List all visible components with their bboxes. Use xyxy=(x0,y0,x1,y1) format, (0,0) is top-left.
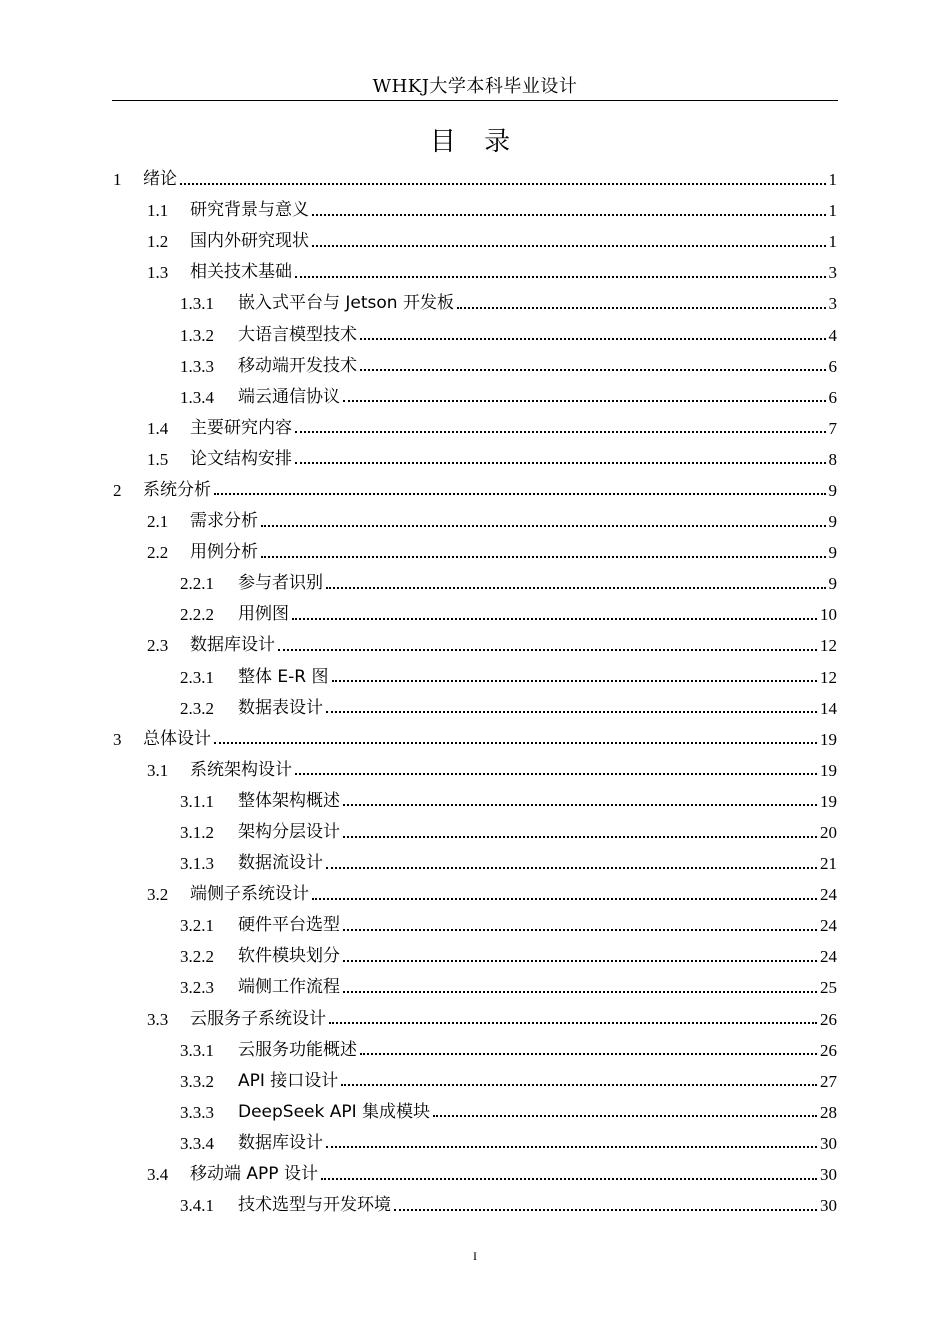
toc-leader-dots xyxy=(326,711,817,713)
toc-entry-number: 1.3 xyxy=(147,263,169,283)
toc-entry[interactable] xyxy=(113,817,837,848)
toc-entry-page: 7 xyxy=(828,418,837,438)
toc-entry-title: 云服务功能概述 xyxy=(238,1039,357,1060)
toc-entry-title: 数据表设计 xyxy=(238,697,323,718)
toc-leader-dots xyxy=(457,307,826,309)
toc-entry-page: 30 xyxy=(820,1165,837,1185)
toc-entry-page: 21 xyxy=(820,854,837,874)
toc-entry-title: 整体架构概述 xyxy=(238,790,340,811)
toc-entry[interactable] xyxy=(113,630,837,661)
toc-leader-dots xyxy=(343,400,826,402)
toc-entry-page: 10 xyxy=(820,605,837,625)
toc-entry-title: 系统分析 xyxy=(143,479,211,500)
toc-entry-number: 3.3.3 xyxy=(180,1102,214,1122)
toc-entry-title: 端云通信协议 xyxy=(238,386,340,407)
header-rule xyxy=(112,100,838,101)
toc-entry[interactable] xyxy=(113,599,837,630)
toc-entry-number: 3.4.1 xyxy=(180,1196,214,1216)
toc-leader-dots xyxy=(261,525,826,527)
toc-entry-number: 2.3.2 xyxy=(180,698,214,718)
toc-entry-page: 26 xyxy=(820,1009,837,1029)
toc-entry-title: 数据库设计 xyxy=(190,635,275,656)
toc-entry-page: 8 xyxy=(828,449,837,469)
toc-entry-page: 4 xyxy=(828,325,837,345)
toc-entry-page: 12 xyxy=(820,667,837,687)
toc-leader-dots xyxy=(292,618,817,620)
toc-entry-page: 6 xyxy=(828,387,837,407)
toc-leader-dots xyxy=(312,898,817,900)
toc-entry-title: 参与者识别 xyxy=(238,573,323,594)
toc-leader-dots xyxy=(360,369,826,371)
toc-entry[interactable] xyxy=(113,941,837,972)
toc-entry-number: 2.2.2 xyxy=(180,605,214,625)
toc-entry-number: 1 xyxy=(113,170,122,190)
toc-entry[interactable] xyxy=(113,1128,837,1159)
toc-entry-number: 3.2.2 xyxy=(180,947,214,967)
toc-entry-page: 24 xyxy=(820,916,837,936)
toc-entry[interactable] xyxy=(113,257,837,288)
toc-entry-page: 3 xyxy=(828,263,837,283)
toc-leader-dots xyxy=(329,1022,817,1024)
toc-entry-number: 3.3.4 xyxy=(180,1133,214,1153)
toc-entry-number: 3.1.2 xyxy=(180,823,214,843)
toc-entry-number: 1.2 xyxy=(147,232,169,252)
toc-entry-number: 2.2.1 xyxy=(180,574,214,594)
toc-entry-title: 数据流设计 xyxy=(238,853,323,874)
toc-leader-dots xyxy=(341,1084,817,1086)
toc-leader-dots xyxy=(394,1209,817,1211)
toc-entry-title: 绪论 xyxy=(143,169,177,190)
toc-entry[interactable] xyxy=(113,693,837,724)
toc-entry[interactable] xyxy=(113,662,837,693)
toc-entry[interactable] xyxy=(113,755,837,786)
toc-entry-page: 20 xyxy=(820,823,837,843)
toc-leader-dots xyxy=(321,1178,817,1180)
toc-entry-number: 2.1 xyxy=(147,512,169,532)
toc-entry-number: 3.3 xyxy=(147,1009,169,1029)
toc-entry-page: 27 xyxy=(820,1071,837,1091)
toc-entry-title: 整体 E-R 图 xyxy=(238,666,329,687)
toc-leader-dots xyxy=(312,214,826,216)
toc-entry-number: 3.3.2 xyxy=(180,1071,214,1091)
toc-entry-number: 1.3.2 xyxy=(180,325,214,345)
toc-entry-title: 移动端开发技术 xyxy=(238,355,357,376)
toc-leader-dots xyxy=(326,1146,817,1148)
toc-entry[interactable] xyxy=(113,226,837,257)
toc-entry-number: 3.2 xyxy=(147,885,169,905)
toc-entry-title: 端侧子系统设计 xyxy=(190,884,309,905)
toc-entry-page: 3 xyxy=(828,294,837,314)
toc-leader-dots xyxy=(312,245,826,247)
toc-entry-page: 14 xyxy=(820,698,837,718)
toc-entry-page: 30 xyxy=(820,1133,837,1153)
toc-entry-title: 软件模块划分 xyxy=(238,946,340,967)
toc-leader-dots xyxy=(343,929,817,931)
toc-entry[interactable] xyxy=(113,164,837,195)
page-number: I xyxy=(473,1249,477,1263)
toc-leader-dots xyxy=(326,867,817,869)
toc-leader-dots xyxy=(278,649,817,651)
toc-entry-title: 主要研究内容 xyxy=(190,417,292,438)
toc-entry-title: 需求分析 xyxy=(190,511,258,532)
toc-entry-title: 研究背景与意义 xyxy=(190,200,309,221)
toc-leader-dots xyxy=(343,804,817,806)
page-header: WHKJ大学本科毕业设计 xyxy=(372,76,578,97)
toc-leader-dots xyxy=(343,991,817,993)
toc-entry-page: 6 xyxy=(828,356,837,376)
toc-entry-number: 2 xyxy=(113,480,122,500)
toc-entry-number: 1.3.4 xyxy=(180,387,214,407)
toc-leader-dots xyxy=(343,960,817,962)
toc-entry-title: API 接口设计 xyxy=(238,1070,339,1091)
toc-entry-page: 9 xyxy=(828,574,837,594)
toc-entry-number: 3.1.1 xyxy=(180,791,214,811)
toc-entry-number: 3.3.1 xyxy=(180,1040,214,1060)
toc-entry-title: 数据库设计 xyxy=(238,1132,323,1153)
toc-entry-title: 技术选型与开发环境 xyxy=(238,1195,391,1216)
toc-entry-title: 大语言模型技术 xyxy=(238,324,357,345)
toc-entry-number: 3.4 xyxy=(147,1165,169,1185)
toc-entry-number: 3 xyxy=(113,729,122,749)
toc-entry[interactable] xyxy=(113,351,837,382)
toc-entry-page: 28 xyxy=(820,1102,837,1122)
toc-entry[interactable] xyxy=(113,879,837,910)
toc-entry[interactable] xyxy=(113,972,837,1003)
toc-entry-title: 系统架构设计 xyxy=(190,759,292,780)
toc-entry-page: 30 xyxy=(820,1196,837,1216)
toc-entry[interactable] xyxy=(113,506,837,537)
toc-entry-page: 19 xyxy=(820,791,837,811)
toc-leader-dots xyxy=(360,338,826,340)
toc-entry[interactable] xyxy=(113,195,837,226)
toc-entry-title: 用例图 xyxy=(238,604,289,625)
toc-entry-title: 架构分层设计 xyxy=(238,822,340,843)
toc-title: 目 录 xyxy=(429,127,521,157)
toc-entry[interactable] xyxy=(113,1004,837,1035)
toc-entry-page: 1 xyxy=(828,170,837,190)
toc-entry-title: 国内外研究现状 xyxy=(190,231,309,252)
toc-entry[interactable] xyxy=(113,1066,837,1097)
toc-entry-number: 2.3 xyxy=(147,636,169,656)
toc-entry[interactable] xyxy=(113,288,837,319)
toc-leader-dots xyxy=(214,493,826,495)
toc-entry[interactable] xyxy=(113,319,837,350)
toc-entry-page: 19 xyxy=(820,729,837,749)
toc-entry-title: 嵌入式平台与 Jetson 开发板 xyxy=(238,293,454,314)
toc-entry-page: 1 xyxy=(828,201,837,221)
toc-entry[interactable] xyxy=(113,413,837,444)
toc-entry-number: 2.2 xyxy=(147,543,169,563)
toc-entry-page: 19 xyxy=(820,760,837,780)
toc-leader-dots xyxy=(295,462,826,464)
toc-entry[interactable] xyxy=(113,724,837,755)
toc-entry-title: 用例分析 xyxy=(190,542,258,563)
toc-entry-page: 9 xyxy=(828,480,837,500)
toc-entry-page: 25 xyxy=(820,978,837,998)
toc-leader-dots xyxy=(360,1053,817,1055)
toc-entry-title: 总体设计 xyxy=(143,728,211,749)
toc-entry-page: 26 xyxy=(820,1040,837,1060)
toc-entry[interactable] xyxy=(113,475,837,506)
toc-leader-dots xyxy=(214,742,817,744)
toc-entry-number: 2.3.1 xyxy=(180,667,214,687)
toc-entry[interactable] xyxy=(113,1190,837,1221)
toc-entry-number: 3.2.1 xyxy=(180,916,214,936)
toc-entry[interactable] xyxy=(113,537,837,568)
toc-entry[interactable] xyxy=(113,568,837,599)
toc-entry[interactable] xyxy=(113,1097,837,1128)
toc-entry-title: 硬件平台选型 xyxy=(238,915,340,936)
toc-entry[interactable] xyxy=(113,848,837,879)
toc-entry-number: 1.5 xyxy=(147,449,169,469)
toc-entry[interactable] xyxy=(113,444,837,475)
toc-leader-dots xyxy=(332,680,818,682)
toc-entry-title: 相关技术基础 xyxy=(190,262,292,283)
toc-leader-dots xyxy=(433,1115,817,1117)
toc-entry-page: 9 xyxy=(828,543,837,563)
toc-entry[interactable] xyxy=(113,382,837,413)
toc-leader-dots xyxy=(295,773,817,775)
toc-entry-title: 论文结构安排 xyxy=(190,448,292,469)
toc-leader-dots xyxy=(343,836,817,838)
table-of-contents xyxy=(113,164,837,1221)
toc-entry-number: 1.3.3 xyxy=(180,356,214,376)
toc-entry-title: 端侧工作流程 xyxy=(238,977,340,998)
toc-leader-dots xyxy=(180,183,826,185)
toc-entry-title: DeepSeek API 集成模块 xyxy=(238,1101,431,1122)
toc-entry-number: 3.2.3 xyxy=(180,978,214,998)
toc-entry-page: 12 xyxy=(820,636,837,656)
toc-entry-title: 云服务子系统设计 xyxy=(190,1008,326,1029)
toc-leader-dots xyxy=(295,276,826,278)
toc-entry-number: 3.1 xyxy=(147,760,169,780)
toc-leader-dots xyxy=(261,556,826,558)
toc-entry[interactable] xyxy=(113,910,837,941)
toc-leader-dots xyxy=(295,431,826,433)
toc-entry-number: 3.1.3 xyxy=(180,854,214,874)
toc-entry-page: 1 xyxy=(828,232,837,252)
toc-entry-page: 9 xyxy=(828,512,837,532)
toc-entry-page: 24 xyxy=(820,885,837,905)
toc-entry-number: 1.4 xyxy=(147,418,169,438)
toc-entry-title: 移动端 APP 设计 xyxy=(190,1164,318,1185)
toc-entry[interactable] xyxy=(113,1159,837,1190)
toc-entry-page: 24 xyxy=(820,947,837,967)
toc-leader-dots xyxy=(326,587,826,589)
toc-entry-number: 1.1 xyxy=(147,201,169,221)
toc-entry-number: 1.3.1 xyxy=(180,294,214,314)
toc-entry[interactable] xyxy=(113,1035,837,1066)
toc-entry[interactable] xyxy=(113,786,837,817)
